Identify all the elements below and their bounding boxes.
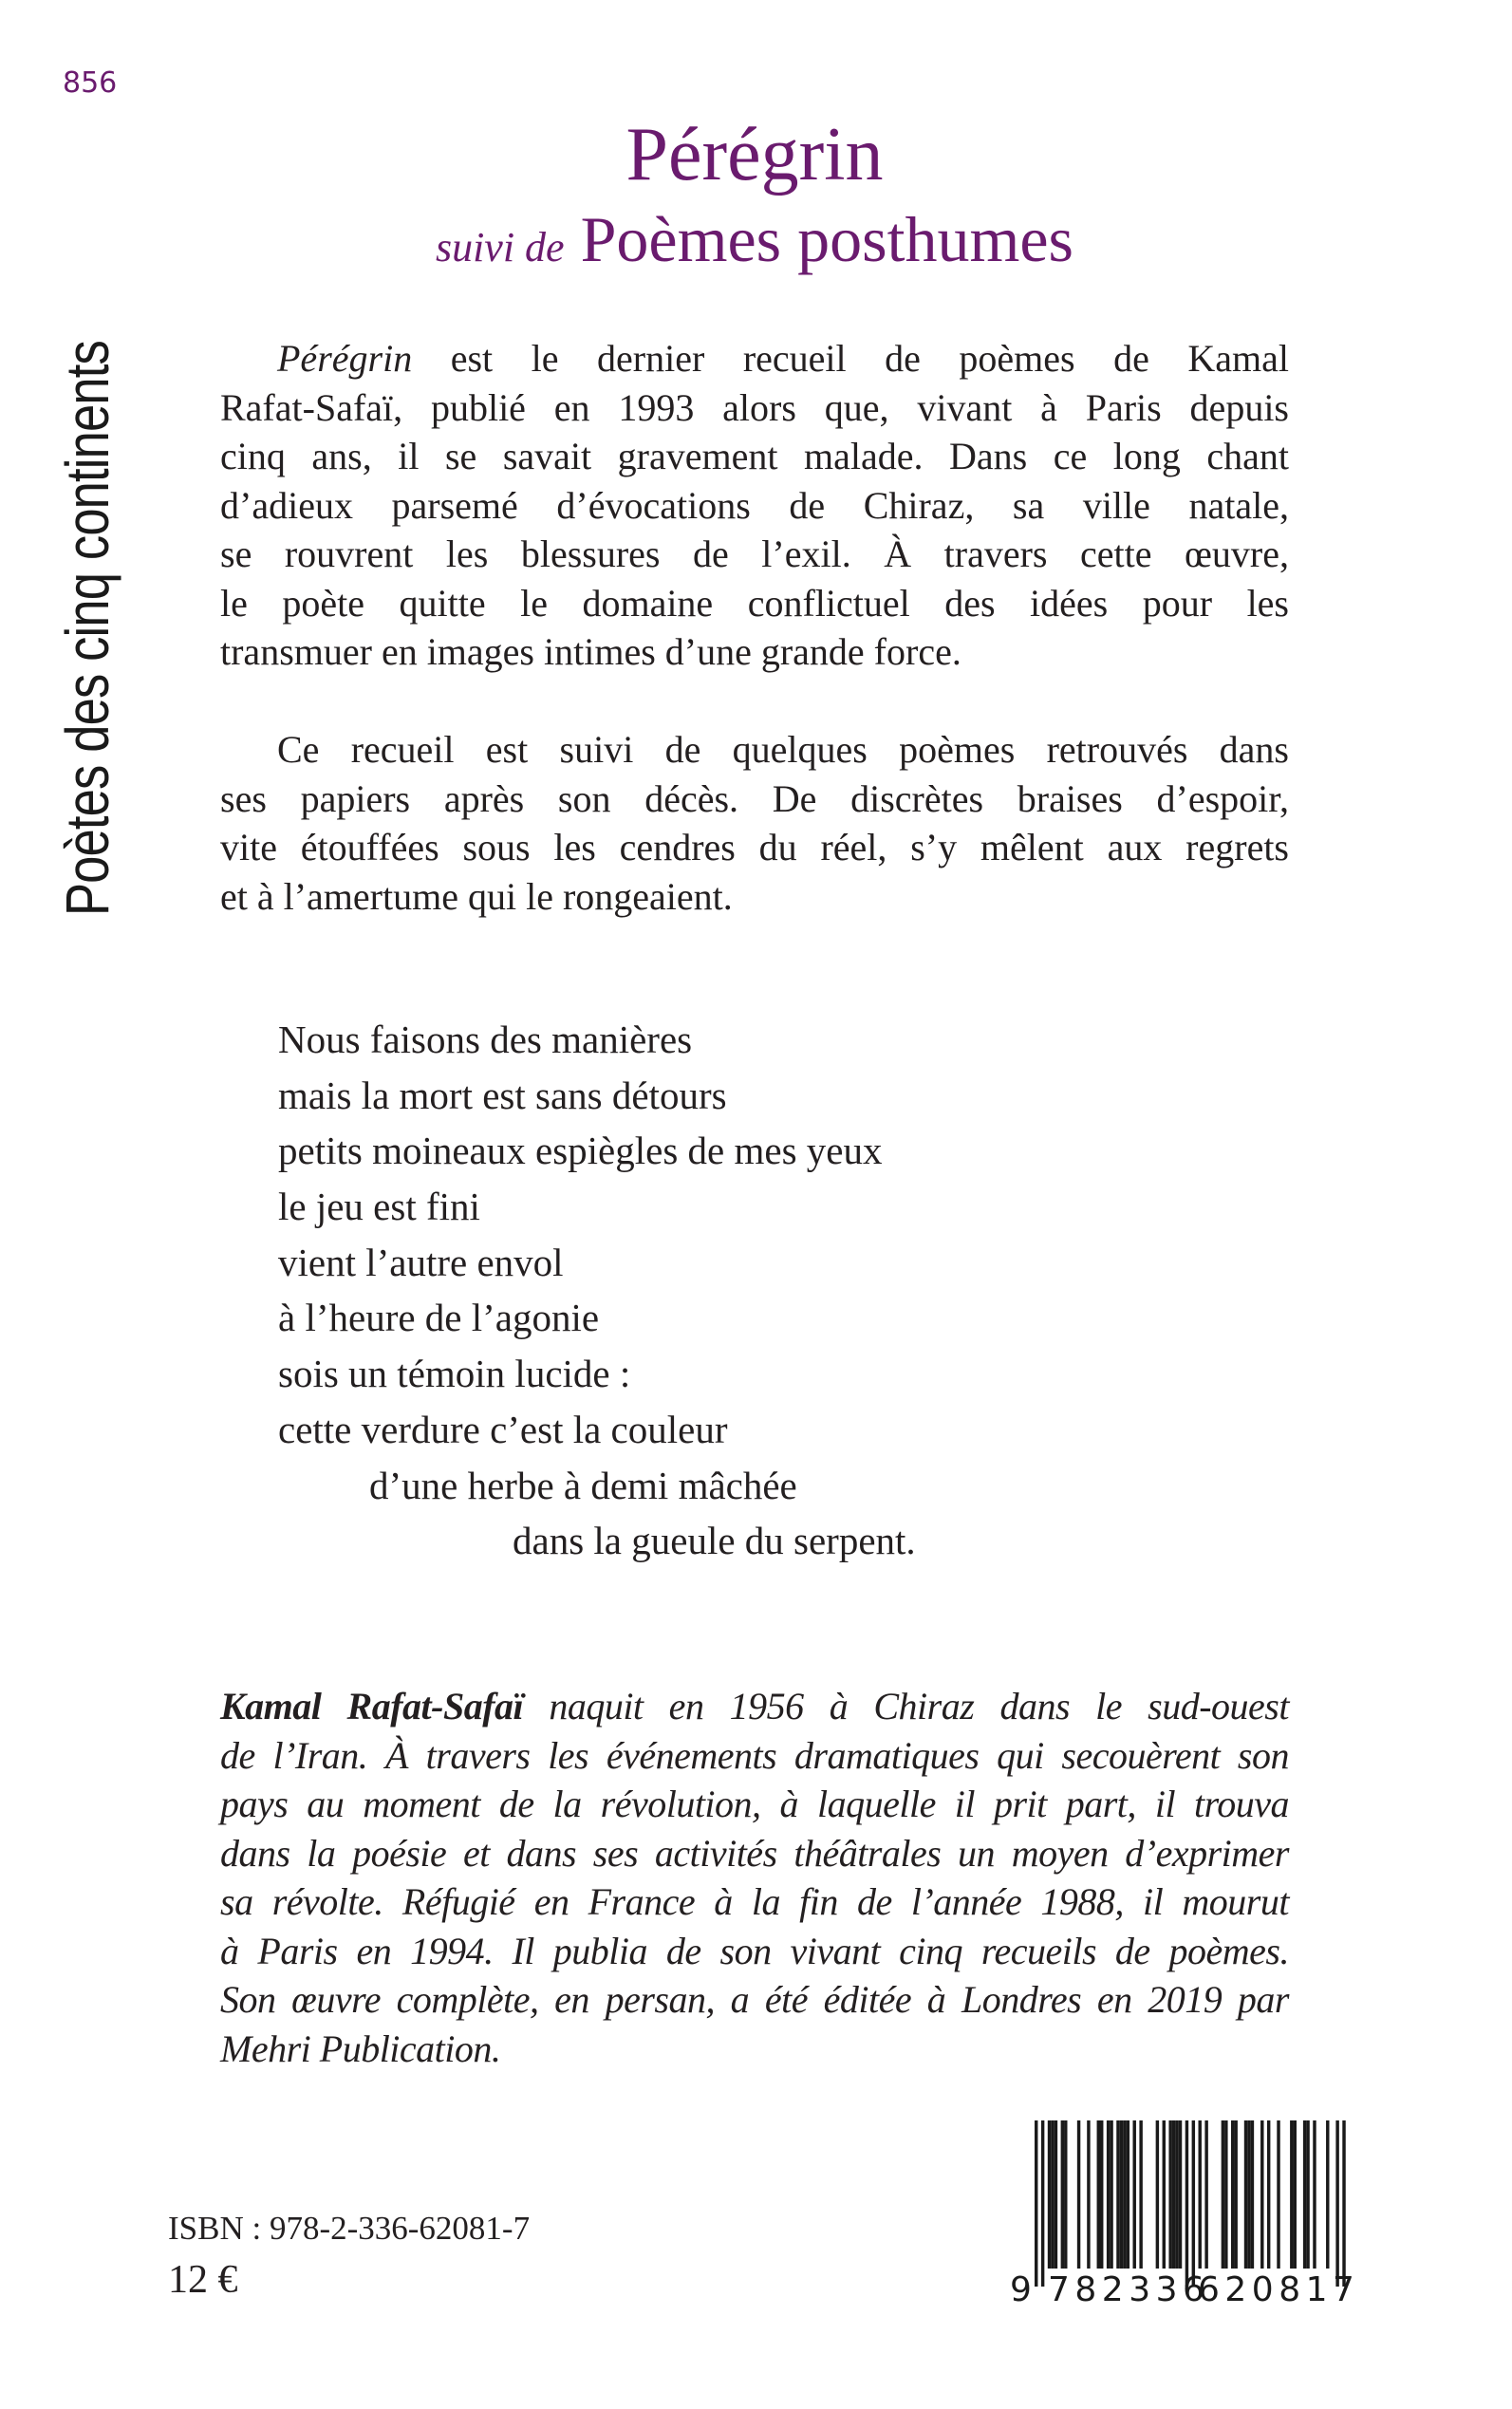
- text-line: et à l’amertume qui le rongeaient.: [220, 874, 733, 918]
- text-line: cinq ans, il se savait gravement malade. Dans ce long chant: [220, 435, 1289, 477]
- text-line: Ce recueil est suivi de quelques poèmes retrouvés dans: [277, 728, 1289, 771]
- text-line: Mehri Publication.: [220, 2026, 501, 2070]
- author-bio: [220, 1682, 1289, 2073]
- poem-line: cette verdure c’est la couleur: [278, 1407, 728, 1451]
- price: 12 €: [168, 2258, 238, 2302]
- text-line: le poète quitte le domaine conflictuel des idées pour les: [220, 581, 1289, 625]
- poem-line: d’une herbe à demi mâchée: [369, 1463, 797, 1507]
- series-number: 856: [63, 66, 118, 100]
- barcode-digits-right: 620817: [1198, 2270, 1360, 2309]
- barcode: [1006, 2120, 1360, 2310]
- book-subtitle: [220, 201, 1289, 286]
- lead-italic: Pérégrin: [277, 337, 413, 380]
- text-line: Son œuvre complète, en persan, a été éditée à Londres en 2019 par: [220, 1978, 1289, 2021]
- poem-line: sois un témoin lucide :: [278, 1352, 631, 1396]
- text-line: sa révolte. Réfugié en France à la fin de l’année 1988, il mourut: [220, 1880, 1289, 1923]
- series-name-vertical: Poètes des cinq continents: [53, 341, 121, 916]
- text-line: Kamal Rafat-Safaï naquit en 1956 à Chiraz dans le sud-ouest: [220, 1685, 1289, 1727]
- poem-line: dans la gueule du serpent.: [513, 1519, 916, 1563]
- subtitle-prefix: suivi de: [435, 224, 565, 271]
- subtitle-main: Poèmes posthumes: [580, 203, 1074, 275]
- text-line: à Paris en 1994. Il publia de son vivant cinq recueils de poèmes.: [220, 1929, 1289, 1972]
- text-line: pays au moment de la révolution, à laquelle il prit part, il trouva: [220, 1783, 1289, 1825]
- text-line: d’adieux parsemé d’évocations de Chiraz, sa ville natale,: [220, 483, 1289, 527]
- text-line: Pérégrin est le dernier recueil de poèmes de Kamal: [277, 337, 1289, 380]
- poem-line: petits moineaux espiègles de mes yeux: [278, 1129, 883, 1173]
- text-line: vite étouffées sous les cendres du réel, s’y mêlent aux regrets: [220, 826, 1289, 868]
- text-line: de l’Iran. À travers les événements dramatiques qui secouèrent son: [220, 1733, 1289, 1777]
- description-paragraph-2: [220, 725, 1289, 921]
- barcode-digits-left: 782336: [1048, 2270, 1210, 2309]
- poem-line: le jeu est fini: [278, 1185, 480, 1229]
- poem-line: vient l’autre envol: [278, 1240, 564, 1284]
- poem-line: à l’heure de l’agonie: [278, 1296, 600, 1340]
- text-line: dans la poésie et dans ses activités théâtrales un moyen d’exprimer: [220, 1831, 1289, 1875]
- text-line: Rafat-Safaï, publié en 1993 alors que, vivant à Paris depuis: [220, 385, 1289, 429]
- poem-line: mais la mort est sans détours: [278, 1073, 727, 1117]
- description-paragraph-1: [220, 334, 1289, 677]
- barcode-digits: [1006, 2270, 1360, 2309]
- poem-excerpt: [278, 1012, 916, 1569]
- poem-line: Nous faisons des manières: [278, 1018, 693, 1061]
- text-line: se rouvrent les blessures de l’exil. À travers cette œuvre,: [220, 532, 1289, 575]
- book-title: Pérégrin: [625, 113, 884, 196]
- barcode-digit-lead: 9: [1010, 2270, 1032, 2309]
- author-name: Kamal Rafat-Safaï: [220, 1685, 524, 1727]
- barcode-bars-icon: [1006, 2120, 1357, 2287]
- text-line: ses papiers après son décès. De discrètes braises d’espoir,: [220, 776, 1289, 820]
- isbn: ISBN : 978-2-336-62081-7: [168, 2210, 531, 2247]
- text-line: transmuer en images intimes d’une grande force.: [220, 630, 961, 673]
